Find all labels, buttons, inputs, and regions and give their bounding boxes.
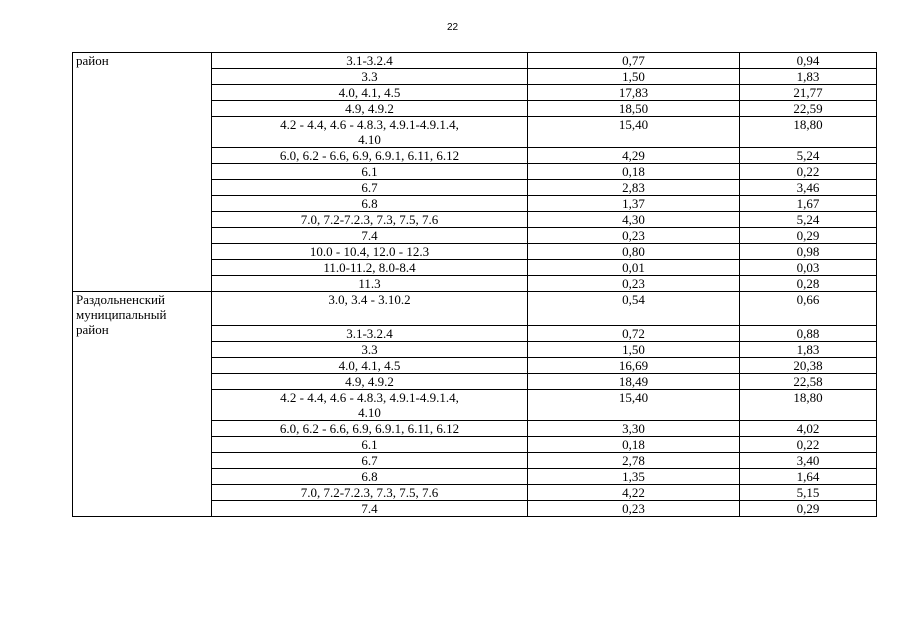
value-1-cell: 2,83 (528, 180, 740, 196)
value-1-cell: 0,54 (528, 292, 740, 326)
value-2-cell: 0,22 (740, 437, 877, 453)
zone-code-cell: 3.3 (212, 69, 528, 85)
value-1-cell: 0,77 (528, 53, 740, 69)
value-1-cell: 0,72 (528, 326, 740, 342)
zone-code-cell: 11.0-11.2, 8.0-8.4 (212, 260, 528, 276)
value-1-cell: 0,18 (528, 164, 740, 180)
zone-code-cell: 4.2 - 4.4, 4.6 - 4.8.3, 4.9.1-4.9.1.4, 4.10 (212, 390, 528, 421)
zone-code-cell: 7.4 (212, 501, 528, 517)
table-row (73, 292, 877, 326)
zone-code-cell: 4.2 - 4.4, 4.6 - 4.8.3, 4.9.1-4.9.1.4, 4.10 (212, 117, 528, 148)
value-1-cell: 4,29 (528, 148, 740, 164)
zone-code-cell: 3.0, 3.4 - 3.10.2 (212, 292, 528, 326)
value-1-cell: 4,22 (528, 485, 740, 501)
value-1-cell: 0,80 (528, 244, 740, 260)
district-cell (73, 53, 212, 292)
value-1-cell: 0,18 (528, 437, 740, 453)
value-2-cell: 3,46 (740, 180, 877, 196)
value-2-cell: 0,22 (740, 164, 877, 180)
district-name-line: муниципальный (76, 307, 167, 322)
zone-code-cell: 7.0, 7.2-7.2.3, 7.3, 7.5, 7.6 (212, 485, 528, 501)
value-2-cell: 1,67 (740, 196, 877, 212)
value-2-cell: 5,24 (740, 212, 877, 228)
value-1-cell: 0,01 (528, 260, 740, 276)
value-2-cell: 0,29 (740, 501, 877, 517)
zone-code-cell: 6.0, 6.2 - 6.6, 6.9, 6.9.1, 6.11, 6.12 (212, 148, 528, 164)
district-name-line: район (76, 322, 109, 337)
zone-code-cell: 7.4 (212, 228, 528, 244)
zone-code-cell: 3.1-3.2.4 (212, 326, 528, 342)
value-1-cell: 1,50 (528, 69, 740, 85)
value-1-cell: 1,37 (528, 196, 740, 212)
zone-code-cell: 6.8 (212, 196, 528, 212)
zone-code-cell: 6.8 (212, 469, 528, 485)
zone-code-cell: 3.3 (212, 342, 528, 358)
value-2-cell: 0,03 (740, 260, 877, 276)
value-1-cell: 16,69 (528, 358, 740, 374)
value-2-cell: 22,59 (740, 101, 877, 117)
value-1-cell: 0,23 (528, 228, 740, 244)
tariff-table (72, 52, 877, 517)
zone-code-cell: 4.9, 4.9.2 (212, 374, 528, 390)
value-2-cell: 22,58 (740, 374, 877, 390)
value-1-cell: 15,40 (528, 390, 740, 421)
zone-code-cell: 6.0, 6.2 - 6.6, 6.9, 6.9.1, 6.11, 6.12 (212, 421, 528, 437)
value-2-cell: 4,02 (740, 421, 877, 437)
table-row (73, 53, 877, 69)
value-2-cell: 0,98 (740, 244, 877, 260)
value-1-cell: 3,30 (528, 421, 740, 437)
zone-code-cell: 10.0 - 10.4, 12.0 - 12.3 (212, 244, 528, 260)
zone-code-cell: 6.7 (212, 453, 528, 469)
value-1-cell: 18,49 (528, 374, 740, 390)
value-1-cell: 1,50 (528, 342, 740, 358)
value-2-cell: 0,28 (740, 276, 877, 292)
value-2-cell: 0,66 (740, 292, 877, 326)
value-2-cell: 0,94 (740, 53, 877, 69)
value-2-cell: 20,38 (740, 358, 877, 374)
table-body (73, 53, 877, 517)
value-2-cell: 3,40 (740, 453, 877, 469)
value-1-cell: 18,50 (528, 101, 740, 117)
zone-code-cell: 6.7 (212, 180, 528, 196)
zone-code-cell: 6.1 (212, 164, 528, 180)
zone-code-cell: 3.1-3.2.4 (212, 53, 528, 69)
zone-code-cell: 11.3 (212, 276, 528, 292)
zone-code-cell: 4.0, 4.1, 4.5 (212, 85, 528, 101)
zone-code-cell: 4.0, 4.1, 4.5 (212, 358, 528, 374)
value-2-cell: 1,83 (740, 342, 877, 358)
district-name-line: Раздольненский (76, 292, 165, 307)
page-number: 22 (446, 22, 459, 33)
value-1-cell: 0,23 (528, 501, 740, 517)
district-cell (73, 292, 212, 517)
value-1-cell: 15,40 (528, 117, 740, 148)
value-2-cell: 1,83 (740, 69, 877, 85)
district-name-line: район (76, 53, 109, 68)
value-2-cell: 1,64 (740, 469, 877, 485)
value-2-cell: 18,80 (740, 117, 877, 148)
value-1-cell: 1,35 (528, 469, 740, 485)
value-1-cell: 17,83 (528, 85, 740, 101)
value-1-cell: 4,30 (528, 212, 740, 228)
value-2-cell: 18,80 (740, 390, 877, 421)
zone-code-cell: 6.1 (212, 437, 528, 453)
value-2-cell: 0,29 (740, 228, 877, 244)
zone-code-cell: 4.9, 4.9.2 (212, 101, 528, 117)
value-2-cell: 21,77 (740, 85, 877, 101)
value-2-cell: 5,24 (740, 148, 877, 164)
value-2-cell: 0,88 (740, 326, 877, 342)
value-1-cell: 0,23 (528, 276, 740, 292)
value-1-cell: 2,78 (528, 453, 740, 469)
value-2-cell: 5,15 (740, 485, 877, 501)
zone-code-cell: 7.0, 7.2-7.2.3, 7.3, 7.5, 7.6 (212, 212, 528, 228)
